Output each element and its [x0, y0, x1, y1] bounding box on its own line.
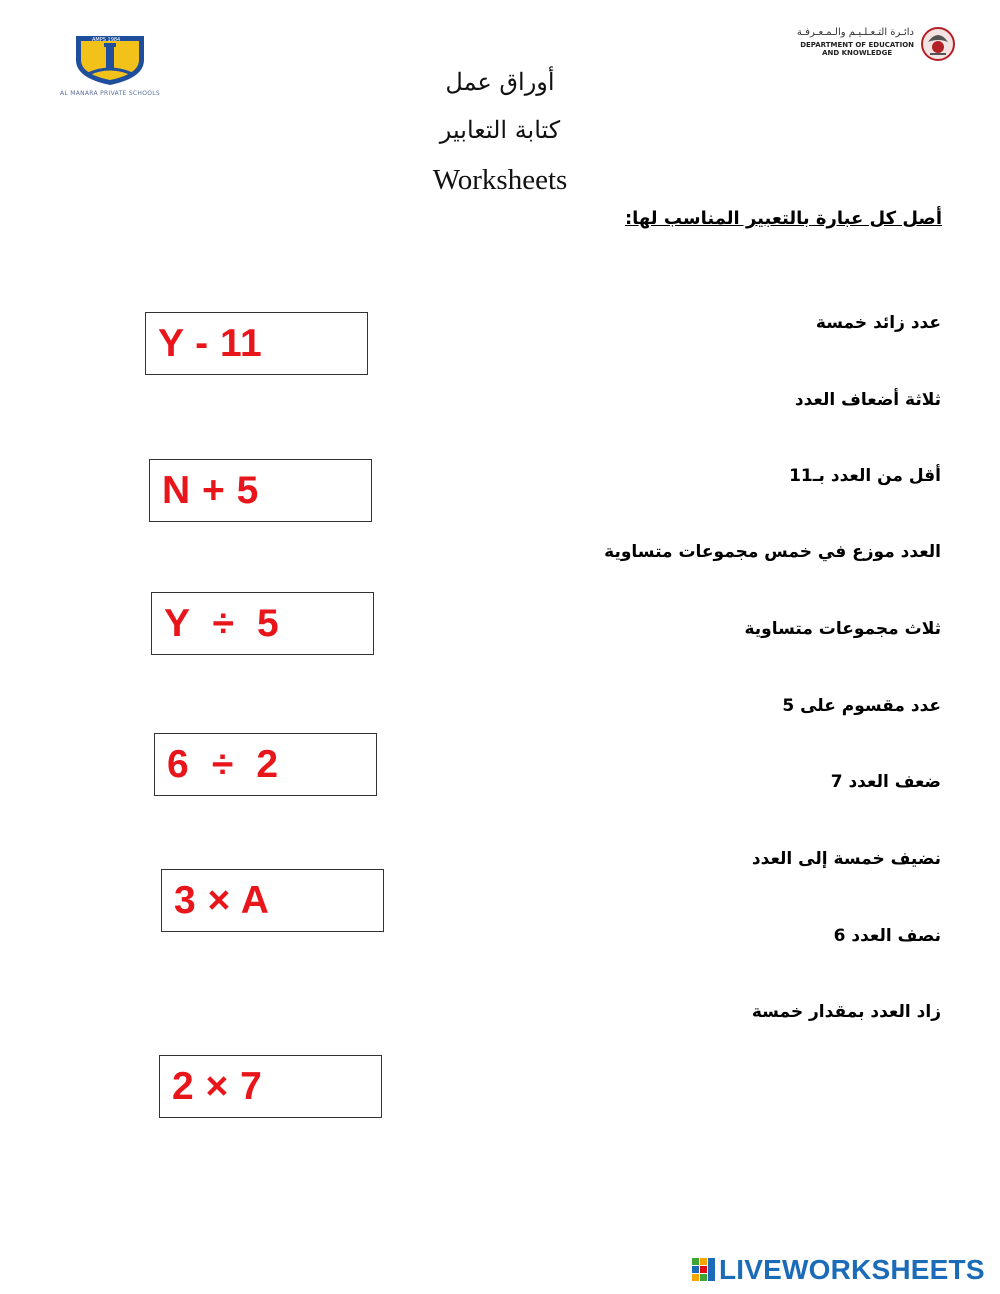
expression-box[interactable] — [145, 312, 368, 375]
title-worksheets-english: Worksheets — [432, 164, 568, 196]
title-worksheets-arabic: أوراق عمل — [445, 68, 555, 96]
expression-box[interactable] — [159, 1055, 382, 1118]
falcon-emblem-icon — [920, 24, 956, 64]
liveworksheets-brand[interactable] — [692, 1254, 992, 1288]
school-logo — [58, 34, 162, 104]
department-english-line2: AND KNOWLEDGE — [822, 49, 893, 57]
phrase-item[interactable]: زاد العدد بمقدار خمسة — [751, 1002, 941, 1022]
expression-text: Y ÷ 5 — [164, 601, 280, 645]
expression-text: 3 × A — [174, 878, 270, 922]
expression-text: Y - 11 — [158, 321, 263, 365]
expression-text: 2 × 7 — [172, 1064, 263, 1108]
department-english-line1: DEPARTMENT OF EDUCATION — [800, 41, 914, 49]
liveworksheets-brand-text: LIVEWORKSHEETS — [719, 1254, 985, 1285]
title-writing-expressions-arabic: كتابة التعابير — [439, 116, 561, 144]
phrase-item[interactable]: نضيف خمسة إلى العدد — [751, 849, 941, 869]
phrase-item[interactable]: نصف العدد 6 — [833, 926, 941, 946]
liveworksheets-logo-icon — [692, 1258, 716, 1282]
expression-text: N + 5 — [162, 468, 259, 512]
phrase-item[interactable]: عدد زائد خمسة — [815, 313, 941, 333]
phrase-item[interactable]: ثلاث مجموعات متساوية — [744, 619, 941, 639]
shield-logo-icon — [72, 34, 148, 86]
department-english-name — [800, 41, 914, 57]
phrase-item[interactable]: أقل من العدد بـ11 — [789, 466, 941, 486]
expression-text: 6 ÷ 2 — [167, 742, 279, 786]
expression-box[interactable] — [154, 733, 377, 796]
expression-box[interactable] — [151, 592, 374, 655]
instruction-text: أصل كل عبارة بالتعبير المناسب لها: — [624, 208, 942, 229]
school-logo-caption: AL MANARA PRIVATE SCHOOLS — [59, 90, 161, 97]
phrase-item[interactable]: عدد مقسوم على 5 — [782, 696, 941, 716]
phrase-item[interactable]: ضعف العدد 7 — [830, 772, 941, 792]
expression-box[interactable] — [149, 459, 372, 522]
department-logo — [796, 24, 956, 68]
phrase-item[interactable]: ثلاثة أضعاف العدد — [794, 390, 941, 410]
department-arabic-name: دائـرة التـعـلـيـم والـمـعـرفـة — [796, 27, 914, 38]
expression-box[interactable] — [161, 869, 384, 932]
shield-badge-text: AMPS 1984 — [92, 37, 121, 43]
phrase-item[interactable]: العدد موزع في خمس مجموعات متساوية — [604, 542, 941, 562]
